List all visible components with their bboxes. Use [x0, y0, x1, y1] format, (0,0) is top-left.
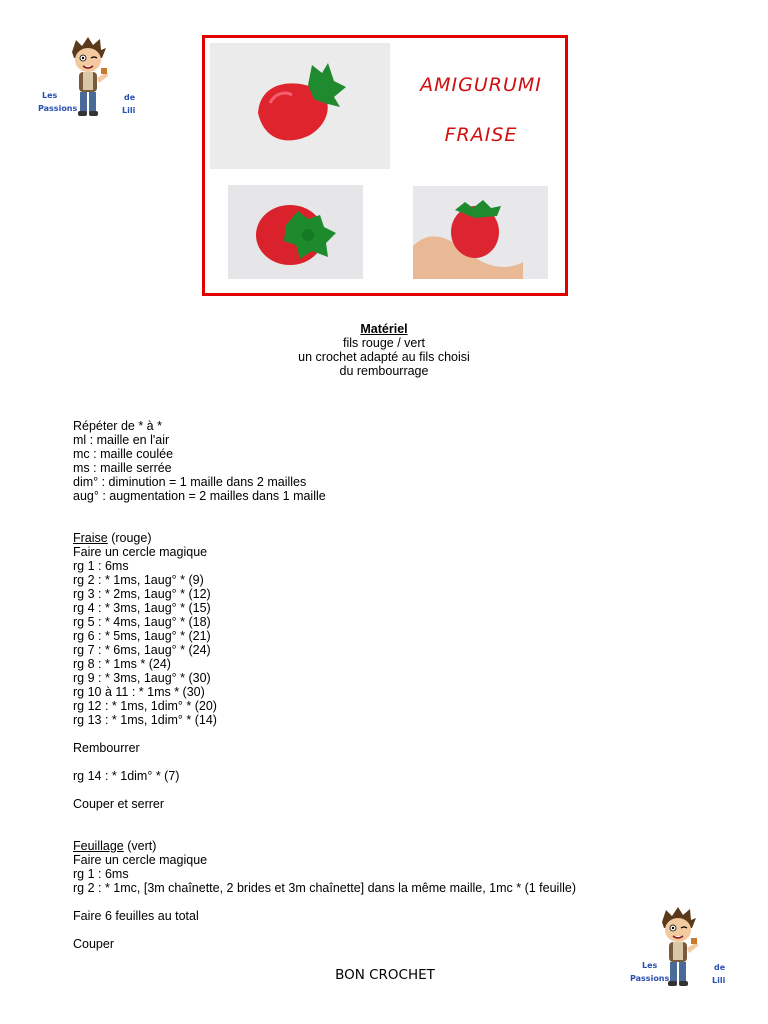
fraise-section: [73, 531, 217, 727]
feuillage-couper: Couper: [73, 937, 114, 951]
logo-text-les: Les: [642, 961, 658, 970]
feuillage-heading: [73, 839, 576, 853]
strawberry-in-hand-icon: [413, 186, 548, 279]
banner-title-fraise: FRAISE: [444, 124, 518, 146]
abbreviation-line: ml : maille en l'air: [73, 433, 170, 447]
strawberry-photo-hand: [413, 186, 548, 279]
feuillage-row: rg 2 : * 1mc, [3m chaînette, 2 brides et 3m chaînette] dans la même maille, 1mc * (1 feuille): [73, 881, 577, 895]
abbreviations-section: [73, 419, 326, 503]
fraise-row: rg 8 : * 1ms * (24): [73, 657, 171, 671]
banner-title-amigurumi: AMIGURUMI: [420, 74, 542, 96]
logo-bottom: [628, 906, 738, 996]
fraise-row: rg 12 : * 1ms, 1dim° * (20): [73, 699, 217, 713]
feuillage-row: Faire un cercle magique: [73, 853, 208, 867]
logo-text-lili: Lili: [122, 106, 136, 115]
strawberry-icon: [228, 185, 363, 279]
strawberry-photo-main: [210, 43, 390, 169]
abbreviation-line: ms : maille serrée: [73, 461, 172, 475]
logo-text-passions: Passions: [630, 974, 670, 983]
logo-text-passions: Passions: [38, 104, 78, 113]
fraise-color: (rouge): [107, 531, 152, 545]
fraise-row: Faire un cercle magique: [73, 545, 208, 559]
abbreviation-line: Répéter de * à *: [73, 419, 162, 433]
logo-text-de: de: [714, 963, 726, 972]
abbreviation-line: aug° : augmentation = 2 mailles dans 1 maille: [73, 489, 326, 503]
fraise-row: rg 7 : * 6ms, 1aug° * (24): [73, 643, 211, 657]
logo-text-lili: Lili: [712, 976, 726, 985]
strawberry-photo-side: [228, 185, 363, 279]
fraise-row: rg 4 : * 3ms, 1aug° * (15): [73, 601, 211, 615]
logo-text-les: Les: [42, 91, 58, 100]
fraise-row: rg 9 : * 3ms, 1aug° * (30): [73, 671, 211, 685]
banner: [202, 35, 568, 296]
materiel-item: fils rouge / vert: [343, 336, 425, 350]
materiel-item: du rembourrage: [339, 364, 429, 378]
materiel-heading: Matériel: [360, 322, 408, 336]
fraise-rg14: rg 14 : * 1dim° * (7): [73, 769, 180, 783]
fraise-row: rg 3 : * 2ms, 1aug° * (12): [73, 587, 211, 601]
fraise-row: rg 1 : 6ms: [73, 559, 129, 573]
footer-text: BON CROCHET: [335, 967, 435, 983]
fraise-heading: [73, 531, 217, 545]
fraise-row: rg 5 : * 4ms, 1aug° * (18): [73, 615, 211, 629]
fraise-row: rg 2 : * 1ms, 1aug° * (9): [73, 573, 204, 587]
materiel-item: un crochet adapté au fils choisi: [298, 350, 470, 364]
feuillage-color: (vert): [123, 839, 157, 853]
feuillage-total: Faire 6 feuilles au total: [73, 909, 199, 923]
fraise-row: rg 13 : * 1ms, 1dim° * (14): [73, 713, 217, 727]
feuillage-section: [73, 839, 576, 895]
feuillage-row: rg 1 : 6ms: [73, 867, 129, 881]
fraise-title: Fraise: [73, 531, 108, 545]
strawberry-icon: [210, 43, 390, 169]
logo-top: [38, 36, 148, 126]
abbreviation-line: dim° : diminution = 1 maille dans 2 mailles: [73, 475, 307, 489]
fraise-couper: Couper et serrer: [73, 797, 165, 811]
fraise-row: rg 10 à 11 : * 1ms * (30): [73, 685, 205, 699]
fraise-rembourrer: Rembourrer: [73, 741, 140, 755]
fraise-row: rg 6 : * 5ms, 1aug° * (21): [73, 629, 211, 643]
abbreviation-line: mc : maille coulée: [73, 447, 174, 461]
logo-text-de: de: [124, 93, 136, 102]
feuillage-title: Feuillage: [73, 839, 124, 853]
materiel-section: [184, 322, 584, 378]
